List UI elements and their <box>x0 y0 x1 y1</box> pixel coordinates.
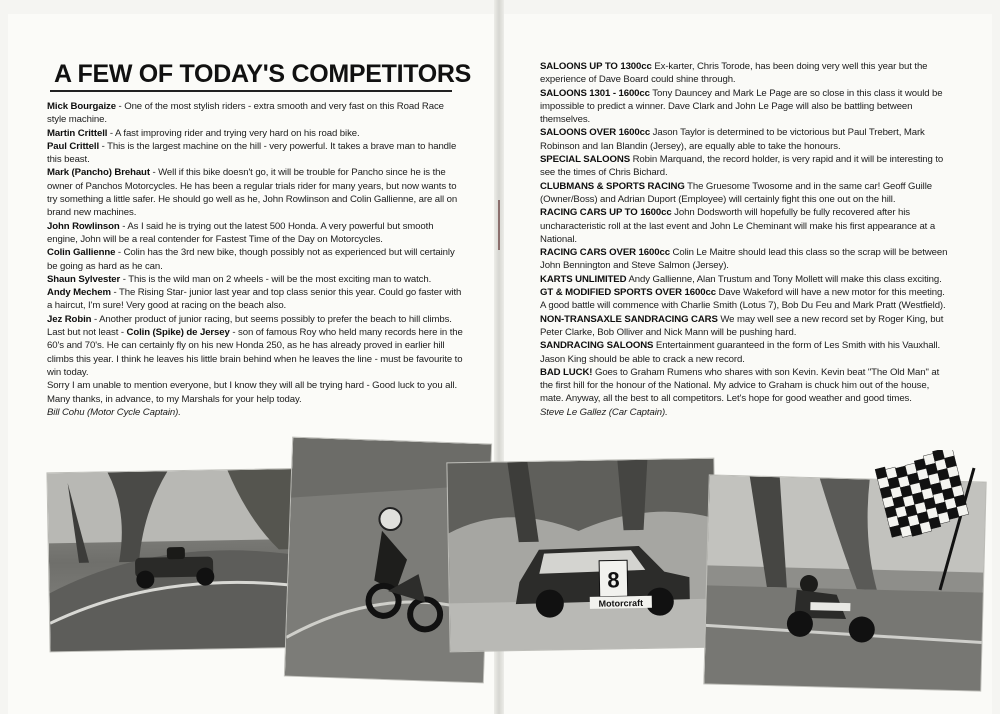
motorcycle-competitors-column <box>47 100 465 419</box>
class-entry: BAD LUCK! Goes to Graham Rumens who shares with son Kevin. Kevin beat "The Old Man" at the first hill for the honour of the National. My advice to Graham is chuck him out of the house, mate. Anyway, all the best to all competitors. Let's hope for good weather and good times. <box>540 366 940 405</box>
competitor-entry: Martin Crittell - A fast improving rider and trying very hard on his road bike. <box>47 127 360 139</box>
competitor-entry: Colin Gallienne - Colin has the 3rd new bike, though possibly not as experienced but will certainly be going as hard as he can. <box>47 247 455 272</box>
class-entry: SANDRACING SALOONS Entertainment guaranteed in the form of Les Smith with his Vauxhall. Jason King should be able to crack a new record. <box>540 340 941 365</box>
page-title: A FEW OF TODAY'S COMPETITORS <box>54 60 472 88</box>
left-signature: Bill Cohu (Motor Cycle Captain). <box>47 406 181 418</box>
class-entry: GT & MODIFIED SPORTS OVER 1600cc Dave Wakeford will have a new motor for this meeting. A good battle will commence with Charlie Smith (Lotus 7), Bob Du Feu and Mark Pratt (Westfield). <box>540 287 946 312</box>
competitor-entry: Mark (Pancho) Brehaut - Well if this bike doesn't go, it will be trouble for Pancho since he is the owner of Panchos Motorcycles. He has been a regular trials rider for many years, but now wants to try something a little safer. He should go well as he, John Rowlinson and Colin Gallienne, are all on brand new machines. <box>47 167 458 219</box>
competitor-entry: Jez Robin - Another product of junior racing, but seems possibly to prefer the beach to hill climbs. <box>47 313 452 325</box>
competitor-entry: Last but not least - Colin (Spike) de Jersey - son of famous Roy who held many records here in the 60's and 70's. He can certainly fly on his new Honda 250, as he has already proved in earlier hill climbs this year. I think he leaves his little brain behind when he leaves the line - must be favourite to win today. <box>47 327 463 378</box>
photo-saloon-car <box>446 458 717 653</box>
class-entry: KARTS UNLIMITED Andy Gallienne, Alan Trustum and Tony Mollett will make this class exciting. <box>540 273 942 285</box>
flag-check <box>890 525 902 537</box>
class-entry: RACING CARS OVER 1600cc Colin Le Maitre should lead this class so the scrap will be between John Bennington and Steve Salmon (Jersey). <box>540 247 948 272</box>
class-entry: SALOONS 1301 - 1600cc Tony Dauncey and Mark Le Page are so close in this class it would be impossible to predict a winner. Dave Clark and John Le Page will also be battling between themselves. <box>540 87 943 126</box>
car-classes-column <box>540 60 952 419</box>
binding-staple <box>498 200 501 250</box>
class-entry: SPECIAL SALOONS Robin Marquand, the record holder, is very rapid and it will be interesting to see the times of Chris Bichard. <box>540 154 944 179</box>
competitor-entry: Mick Bourgaize - One of the most stylish riders - extra smooth and very fast on this Road Race style machine. <box>47 101 444 126</box>
competitor-entry: John Rowlinson - As I said he is trying out the latest 500 Honda. A very powerful but smooth engine, John will be a real contender for Fastest Time of the Day on Motorcycles. <box>47 220 434 245</box>
competitor-entry: Shaun Sylvester - This is the wild man on 2 wheels - will be the most exciting man to watch. <box>47 273 432 285</box>
checkered-flag-icon <box>870 450 982 592</box>
class-entry: CLUBMANS & SPORTS RACING The Gruesome Twosome and in the same car! Geoff Guille (Owner/Boss) and Adrian Duport (Employee) will certainly fight this one out on the hill. <box>540 180 932 205</box>
title-underline <box>50 90 452 92</box>
closing-note: Sorry I am unable to mention everyone, but I know they will all be trying hard - Good luck to you all. Many thanks, in advance, to my Marshals for your help today. <box>47 380 458 405</box>
flag-check <box>957 504 969 516</box>
car-sponsor: Motorcraft <box>598 597 644 609</box>
right-signature: Steve Le Gallez (Car Captain). <box>540 406 668 418</box>
competitor-entry: Paul Crittell - This is the largest machine on the hill - very powerful. It takes a brave man to handle this beast. <box>47 140 457 166</box>
car-number: 8 <box>607 567 620 593</box>
class-entry: NON-TRANSAXLE SANDRACING CARS We may well see a new record set by Roger King, but Peter Clarke, Bob Olliver and Nick Mann will be pushing hard. <box>540 313 944 338</box>
class-entry: SALOONS UP TO 1300cc Ex-karter, Chris Torode, has been doing very well this year but the experience of Dave Board could shine through. <box>540 61 928 86</box>
photo-race-car-corner <box>46 468 319 653</box>
class-entry: SALOONS OVER 1600cc Jason Taylor is determined to be victorious but Paul Trebert, Mark Robinson and Ian Blandin (Jersey), are equally able to take the honours. <box>540 127 925 152</box>
competitor-entry: Andy Mechem - The Rising Star- junior last year and top class senior this year. Could go faster with a haircut, I'm sure! Very good at racing on the beach also. <box>47 287 462 312</box>
class-entry: RACING CARS UP TO 1600cc John Dodsworth will hopefully be fully recovered after his uncharacteristic roll at the last event and John Le Cheminant will make his first appearance at a National. <box>540 207 936 245</box>
